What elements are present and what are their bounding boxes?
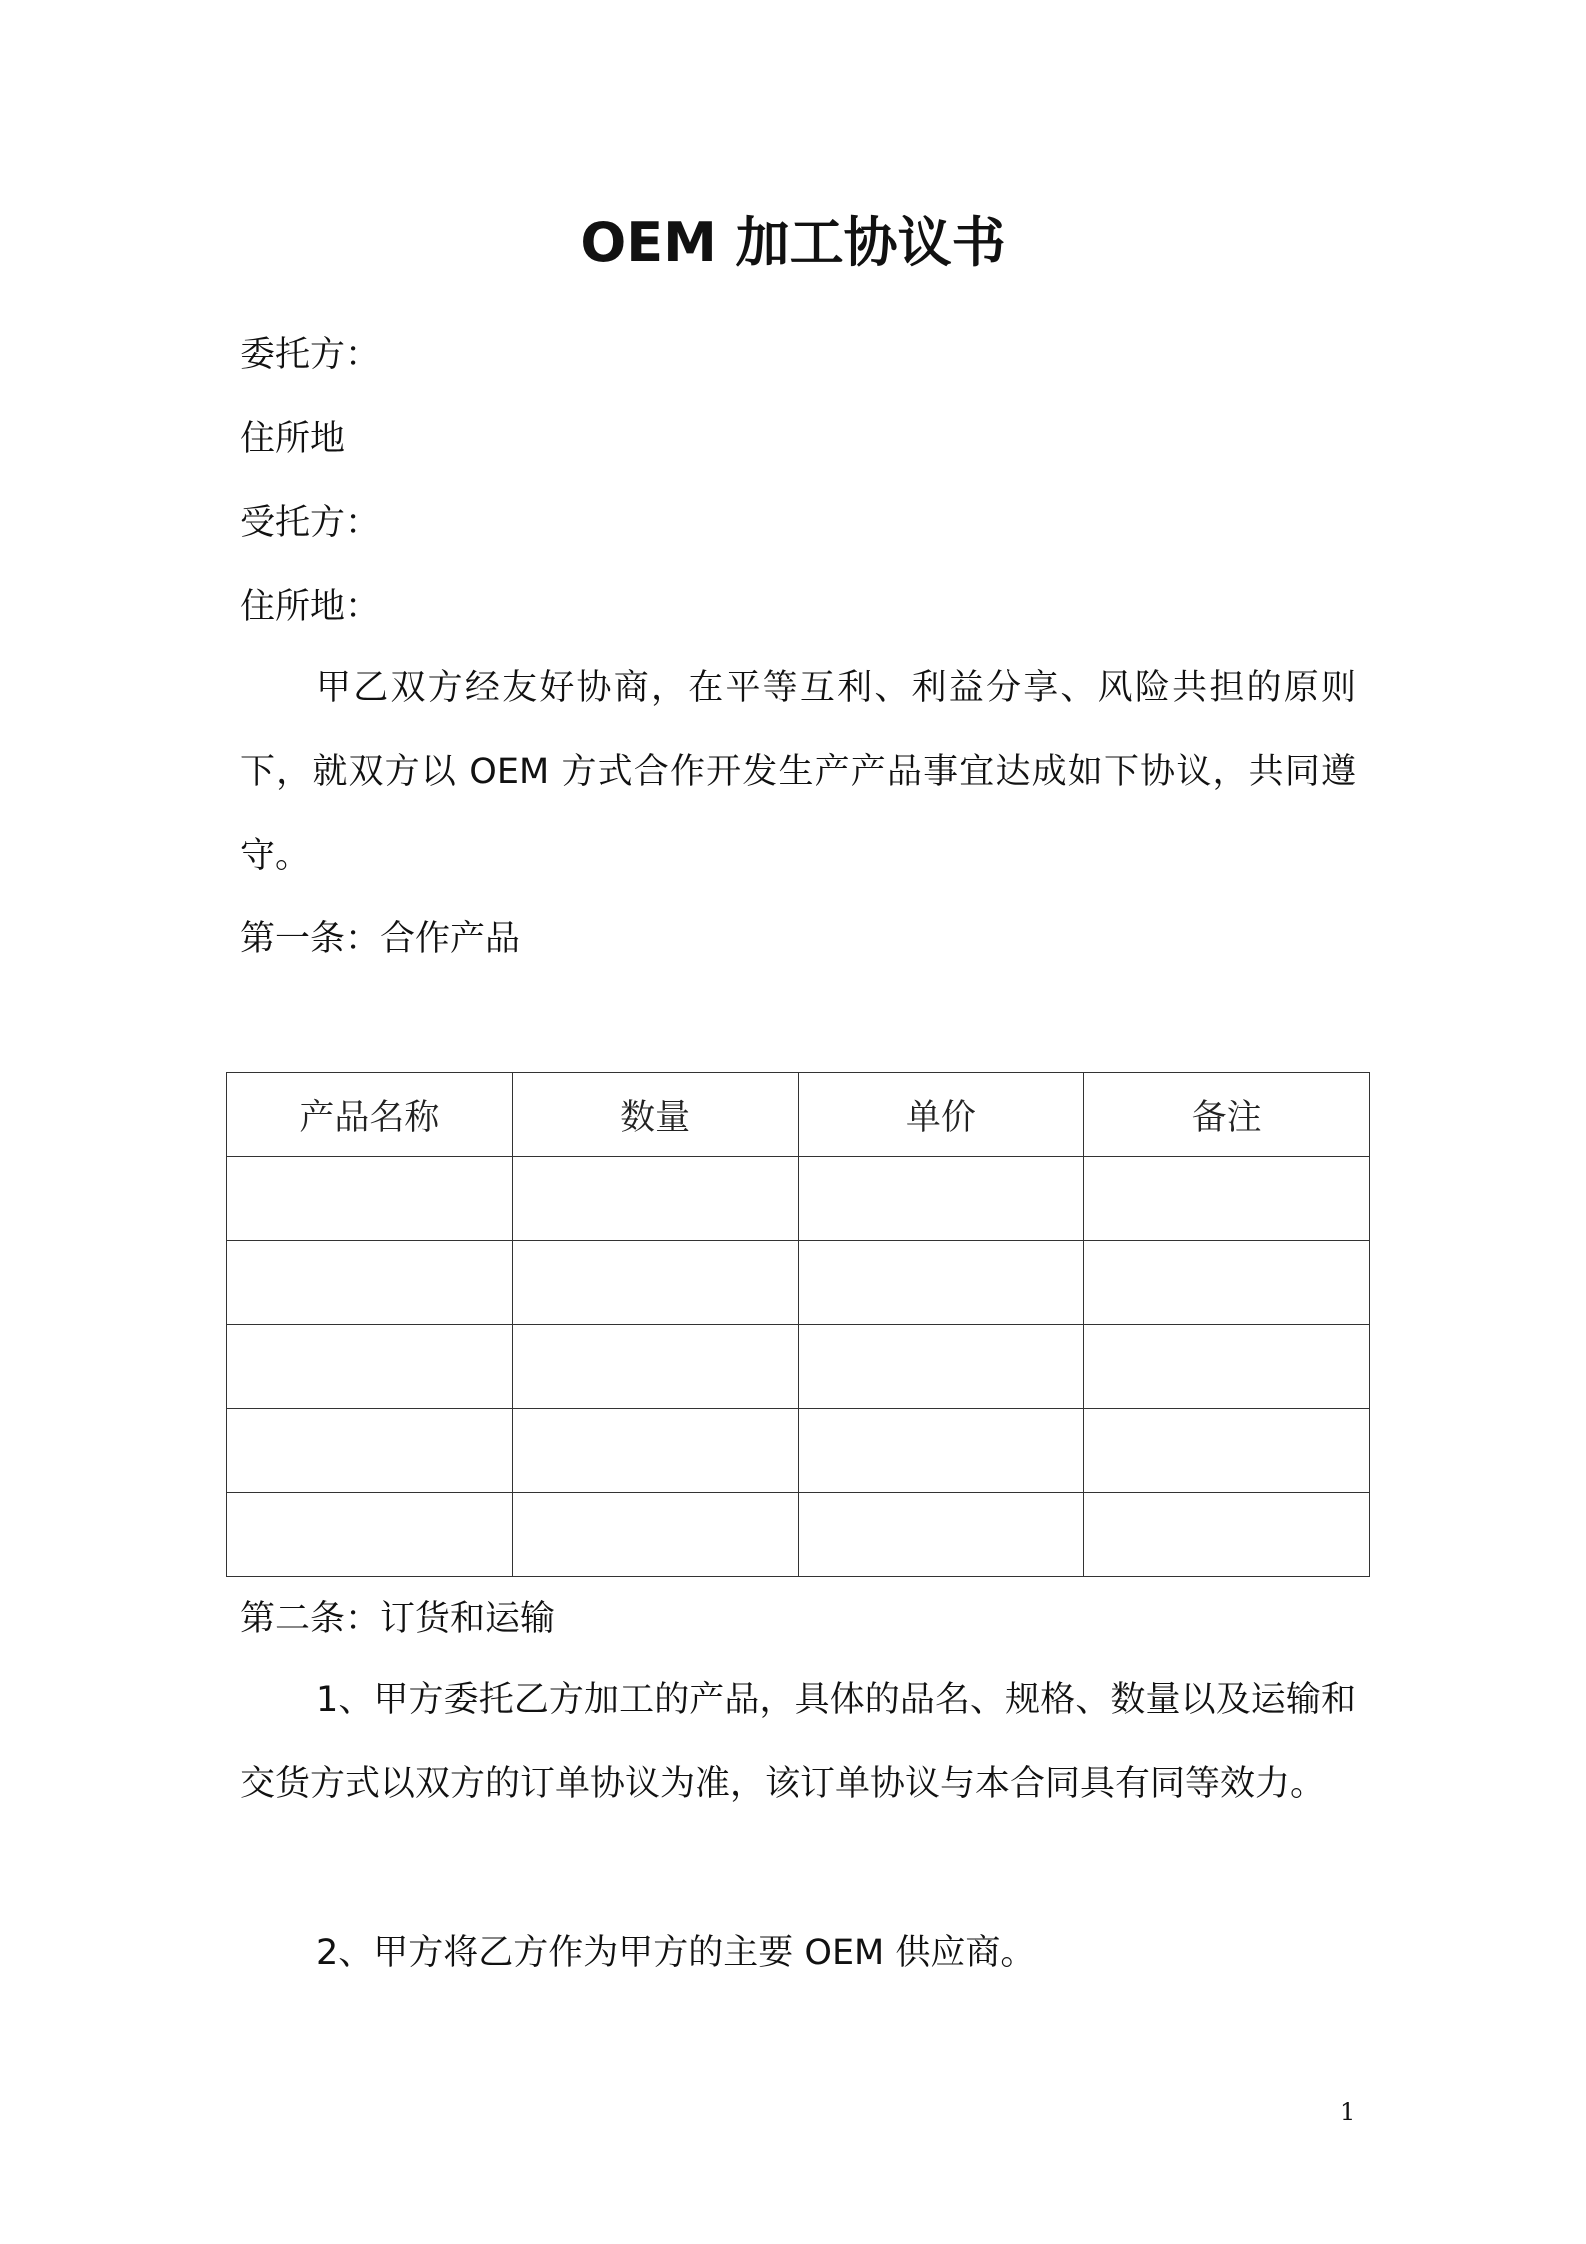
article-2-heading bbox=[240, 1596, 555, 1642]
document-title: OEM 加工协议书 bbox=[580, 211, 1006, 274]
table-cell bbox=[1084, 1241, 1370, 1325]
table-cell bbox=[227, 1409, 513, 1493]
contractor-address-label: 住所地： bbox=[240, 587, 381, 627]
client-address-label: 住所地 bbox=[240, 419, 346, 459]
client-label: 委托方： bbox=[240, 335, 381, 375]
table-cell bbox=[798, 1241, 1084, 1325]
table-cell bbox=[1084, 1493, 1370, 1577]
header-product-name: 产品名称 bbox=[227, 1073, 513, 1157]
table-row bbox=[227, 1157, 1370, 1241]
product-table bbox=[226, 1072, 1370, 1577]
table-cell bbox=[798, 1493, 1084, 1577]
table-row bbox=[227, 1241, 1370, 1325]
table-cell bbox=[227, 1325, 513, 1409]
header-unit-price: 单价 bbox=[798, 1073, 1084, 1157]
table-cell bbox=[1084, 1157, 1370, 1241]
table-header-row bbox=[227, 1073, 1370, 1157]
table-cell bbox=[512, 1493, 798, 1577]
header-remarks: 备注 bbox=[1084, 1073, 1370, 1157]
article-1-label: 第一条： bbox=[240, 919, 381, 959]
table-cell bbox=[1084, 1409, 1370, 1493]
table-cell bbox=[512, 1241, 798, 1325]
table-cell bbox=[227, 1493, 513, 1577]
article-1-title: 合作产品 bbox=[380, 919, 521, 959]
clause-1: 1、甲方委托乙方加工的产品，具体的品名、规格、数量以及运输和交货方式以双方的订单协议为准，该订单协议与本合同具有同等效力。 bbox=[240, 1680, 1356, 1804]
table-cell bbox=[512, 1325, 798, 1409]
table-cell bbox=[798, 1325, 1084, 1409]
table-row bbox=[227, 1325, 1370, 1409]
table-cell bbox=[227, 1241, 513, 1325]
table-cell bbox=[798, 1409, 1084, 1493]
table-cell bbox=[227, 1157, 513, 1241]
article-2-label: 第二条： bbox=[240, 1599, 381, 1639]
page-number: 1 bbox=[1340, 2098, 1356, 2126]
clause-2: 2、甲方将乙方作为甲方的主要 OEM 供应商。 bbox=[316, 1933, 1036, 1973]
table-row bbox=[227, 1409, 1370, 1493]
table-cell bbox=[1084, 1325, 1370, 1409]
article-2-title: 订货和运输 bbox=[380, 1599, 556, 1639]
article-1-heading bbox=[240, 916, 520, 962]
table-cell bbox=[512, 1157, 798, 1241]
table-cell bbox=[512, 1409, 798, 1493]
contractor-label: 受托方： bbox=[240, 503, 381, 543]
intro-paragraph: 甲乙双方经友好协商，在平等互利、利益分享、风险共担的原则下，就双方以 OEM 方式合作开发生产产品事宜达成如下协议，共同遵守。 bbox=[240, 668, 1356, 876]
table-cell bbox=[798, 1157, 1084, 1241]
header-quantity: 数量 bbox=[512, 1073, 798, 1157]
table-row bbox=[227, 1493, 1370, 1577]
